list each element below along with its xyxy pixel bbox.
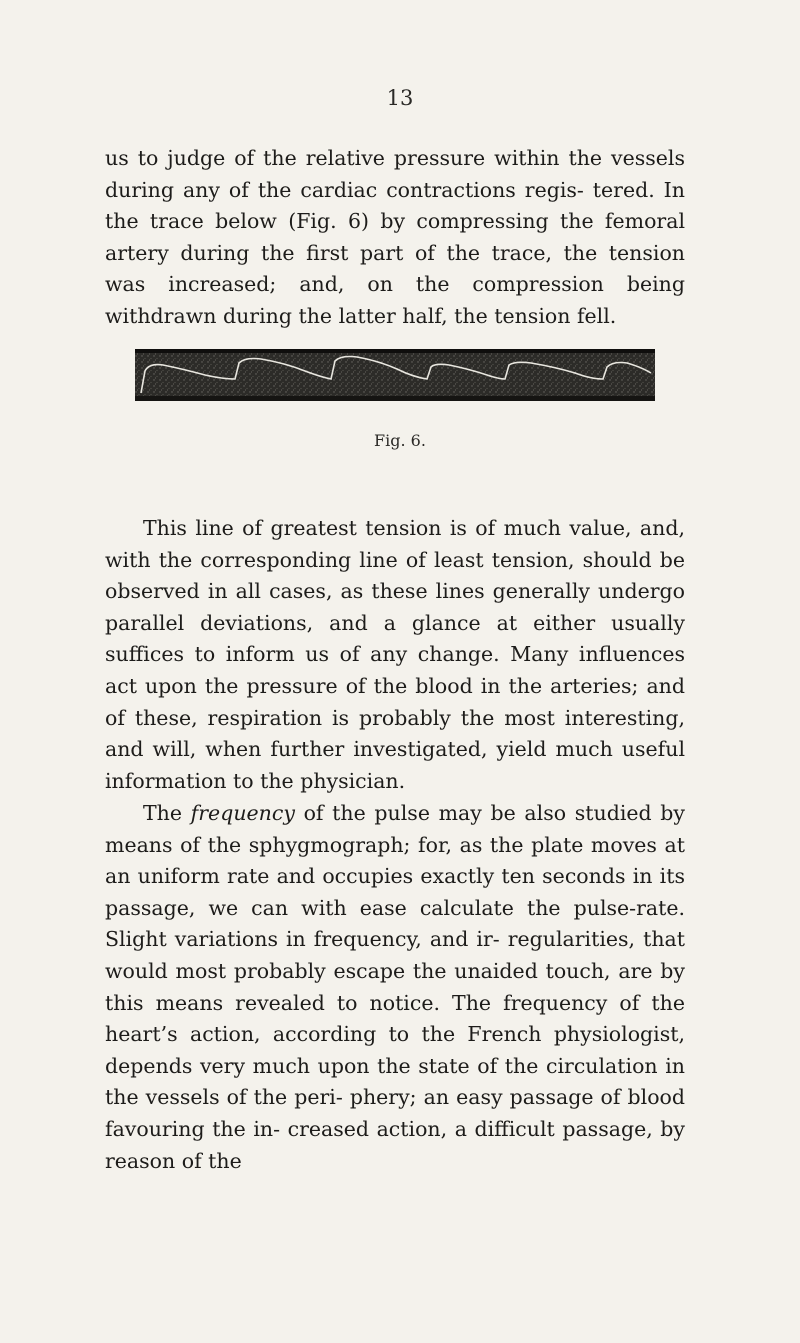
paragraph-2-text: This line of greatest tension is of much value, and, with the corresponding line of least tension, should be observed in all cases, as these lines generally undergo parallel deviations, and a glance at either usually suffices to inform us of any change. Many influences act upon the pressure of the blood in the arteries; and of these, respiration is probably the most interesting, and will, when further investigated, yield much useful information to the physician. bbox=[105, 516, 685, 793]
page-number: 13 bbox=[386, 86, 414, 110]
paragraph-3-italic: frequency bbox=[190, 801, 295, 825]
figure-caption: Fig. 6. bbox=[374, 431, 426, 450]
paragraph-1-text: us to judge of the relative pressure within the vessels during any of the cardiac contractions regis- tered. In the trace below (Fig. 6) by compressing the femoral artery during the first part of the trace, the tension was increased; and, on the compression being withdrawn during the latter half, the tension fell. bbox=[105, 146, 685, 328]
paragraph-3 bbox=[105, 798, 685, 1177]
trace-image bbox=[135, 349, 655, 401]
paragraph-1 bbox=[105, 143, 685, 333]
paragraph-2 bbox=[105, 513, 685, 797]
smoked-plate bbox=[135, 349, 655, 401]
paragraph-3-lead: The bbox=[143, 801, 191, 825]
figure-6-sphygmograph-trace bbox=[135, 349, 655, 401]
paragraph-3-rest: of the pulse may be also studied by means of the sphygmograph; for, as the plate moves at an uniform rate and occupies exactly ten seconds in its passage, we can with ease calculate the pulse-rate. Slight variations in frequency, and ir- regularities, that would most probably escape the unaided touch, are by this means revealed to notice. The frequency of the heart’s action, according to the French physiologist, depends very much upon the state of the circulation in the vessels of the peri- phery; an easy passage of blood favouring the in- creased action, a difficult passage, by reason of the bbox=[105, 801, 685, 1173]
paragraph-3-text bbox=[105, 798, 685, 1177]
